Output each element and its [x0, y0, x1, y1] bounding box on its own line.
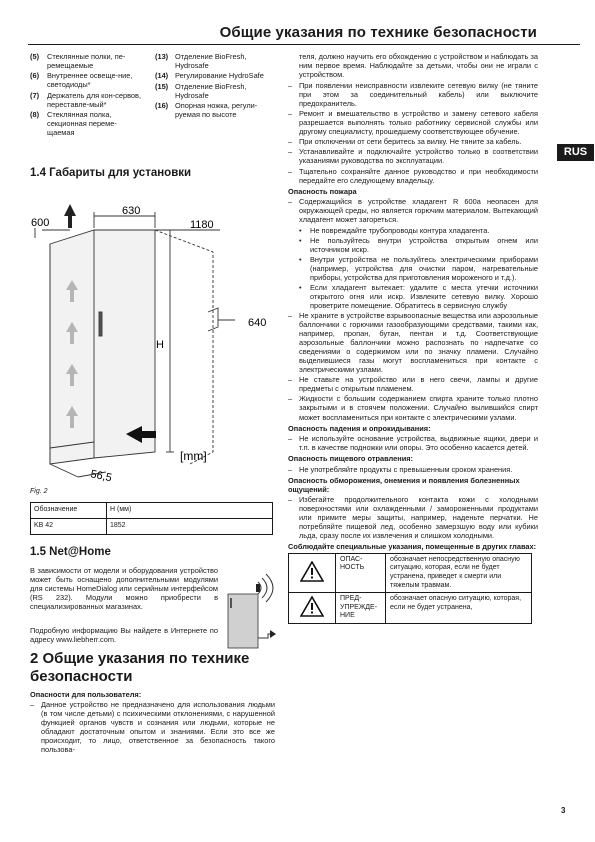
- page-number: 3: [561, 806, 566, 815]
- signal-description: обозначает опасную ситуацию, которая, если не будет устранена,: [386, 593, 532, 624]
- signal-word: ПРЕД-УПРЕЖДЕ-НИЕ: [336, 593, 386, 624]
- table-row: [31, 519, 273, 535]
- continued-text: теля, должно научить его обхождению с устройством и наблюдать за ним первое время. Наблюдайте за детьми, чтобы они не играли с устройством.: [299, 52, 538, 80]
- fire-hazard-heading: Опасность пожара: [288, 186, 357, 196]
- list-item-text: При отключении от сети беритесь за вилку. Не тяните за кабель.: [299, 137, 522, 147]
- list-item-text: Ремонт и вмешательство в устройство и замену сетевого кабеля разрешается выполнять только работнику сервисной службы или другому специалисту, прошедшему соответствующее обучение.: [299, 108, 538, 136]
- legend-num: (13): [155, 52, 169, 61]
- dim-label-600: 600: [31, 217, 50, 229]
- legend-item: [30, 91, 142, 109]
- legend-list-right: [155, 52, 273, 120]
- warning-triangle-icon: [300, 596, 324, 617]
- list-item: – Не ставьте на устройство или в него свечи, лампы и другие предметы с открытым пламенем.: [288, 375, 538, 394]
- section-title-dimensions: 1.4 Габариты для установки: [30, 167, 192, 179]
- table-header-cell: H (мм): [107, 503, 273, 519]
- legend-text: Внутреннее освеще-ние, светодиоды*: [47, 71, 133, 90]
- legend-item: [155, 52, 273, 70]
- signal-description: обозначает непосредственную опасную ситуацию, которая, если не будет устранена, приведет к смерти или тяжелым травмам.: [386, 553, 532, 592]
- list-item-text: При появлении неисправности извлеките сетевую вилку (не тяните при этом за соединительный кабель) или выключите предохранитель.: [299, 80, 538, 108]
- legend-num: (6): [30, 71, 40, 81]
- legend-text: Регулирование HydroSafe: [175, 71, 264, 81]
- list-item: – Содержащийся в устройстве хладагент R 600a неопасен для окружающей среды, но является горючим материалом. Вытекающий хладагент может загореться.: [288, 197, 538, 225]
- legend-text: Опорная ножка, регули-руемая по высоте: [175, 101, 258, 120]
- special-notes-heading: Соблюдайте специальные указания, помещенные в других главах:: [288, 542, 537, 552]
- list-item: – При отключении от сети беритесь за вилку. Не тяните за кабель.: [288, 137, 538, 146]
- legend-num: (5): [30, 52, 40, 61]
- list-item: – Не храните в устройстве взрывоопасные вещества или аэрозольные баллончики с горючими газообразующими средствами, такими как, например, пропан, бутан, пентан и т.д. Соответствующие аэрозольные баллончики можно распознать по надпечатке со сведениями о содержимом или по значку пламени. Случайно выделившиеся газы могут воспламениться при контакте с электрическими узлами.: [288, 310, 538, 374]
- list-item: – Не используйте основание устройства, выдвижные ящики, двери и т.п. в качестве подножки или опоры. Это особенно касается детей.: [288, 434, 538, 453]
- section-title-nethome: 1.5 Net@Home: [30, 546, 111, 558]
- list-item-text: Устанавливайте и подключайте устройство только в соответствии указаниями руководства по эксплуатации.: [299, 147, 538, 166]
- nethome-paragraph-link: Подробную информацию Вы найдете в Интернете по адресу www.liebherr.com.: [30, 626, 218, 645]
- list-item-text: Не используйте основание устройства, выдвижные ящики, двери и т.п. в качестве подножки или опоры. Это особенно касается детей.: [299, 434, 538, 453]
- bullet-text: Внутри устройства не пользуйтесь электрическими приборами (например, устройства для очистки паром, нагревательные приборы, устройства для приготовления мороженого и т.д.).: [310, 254, 538, 282]
- frostbite-heading: Опасность обморожения, онемения и появления болезненных ощущений:: [288, 475, 520, 494]
- list-item-text: Не храните в устройстве взрывоопасные вещества или аэрозольные баллончики с горючими газообразующими средствами, такими как, например, пропан, бутан, пентан и т.д. Соответствующие аэрозольные баллончики можно распознать по надпечатке со сведениями о содержимом или по значку пламени. Случайно выделившиеся газы могут воспламениться при контакте с электрическими узлами.: [299, 310, 538, 374]
- list-item-text: Не употребляйте продукты с превышенным сроком хранения.: [299, 464, 513, 474]
- bullet-item: • Внутри устройства не пользуйтесь электрическими приборами (например, устройства для очистки паром, нагревательные приборы, устройства для приготовления мороженого и т.д.).: [299, 254, 538, 282]
- list-item: – Жидкости с большим содержанием спирта храните только плотно закрытыми и в стоячем положении. Случайно вылившийся спирт может воспламениться при контакте с электрическими узлами.: [288, 394, 538, 422]
- bullet-text: Если хладагент вытекает: удалите с места утечки источники открытого огня или искр. Извлеките сетевую вилку. Хорошо проветрите помещение. Обратитесь в сервисную службу: [310, 282, 538, 310]
- legend-item: [155, 82, 273, 100]
- page-header-title: Общие указания по технике безопасности: [219, 24, 537, 41]
- legend-item: [30, 110, 142, 137]
- list-item-text: Избегайте продолжительного контакта кожи с холодными поверхностями или охлажденными / замороженными продуктами или примите меры защиты, например, наденьте перчатки. Не потребляйте пищевой лед, особенно замерзшую воду или кубики льда, сразу после их извлечения и слишком холодными.: [299, 495, 538, 541]
- bullet-text: Не пользуйтесь внутри устройства открытым огнем или источником искр.: [310, 235, 538, 254]
- nethome-illustration: [224, 568, 276, 652]
- bullet-item: • Не пользуйтесь внутри устройства открытым огнем или источником искр.: [299, 235, 538, 254]
- dim-label-630: 630: [122, 205, 141, 217]
- dim-label-1180: 1180: [190, 219, 214, 231]
- header-rule: [28, 44, 580, 45]
- table-header-cell: Обозначение: [31, 503, 107, 519]
- warning-icon-cell: [289, 553, 336, 592]
- user-hazards-heading: Опасности для пользователя:: [30, 690, 142, 699]
- legend-item: [155, 101, 273, 119]
- table-cell: 1852: [107, 519, 273, 535]
- legend-text: Стеклянная полка, секционная переме-щаемая: [47, 110, 117, 138]
- list-item-text: Данное устройство не предназначено для использования людьми (в том числе детьми) с психическими отклонениями, с нарушенной функцией органов чувств и сознания или людьми, которые не обладают достаточным опытом и знаниями. Если это все же происходит, то лицо, ответственное за безопасность такого пользова-: [41, 700, 275, 755]
- legend-item: [30, 52, 142, 70]
- food-poisoning-heading: Опасность пищевого отравления:: [288, 454, 414, 464]
- list-item: – Тщательно сохраняйте данное руководство и при необходимости передайте его следующему владельцу.: [288, 166, 538, 185]
- table-row: [289, 553, 532, 592]
- unit-label: [mm]: [180, 449, 207, 463]
- legend-num: (7): [30, 90, 40, 100]
- list-item: – Избегайте продолжительного контакта кожи с холодными поверхностями или охлажденными / замороженными продуктами или примите меры защиты, например, наденьте перчатки. Не потребляйте пищевой лед, особенно замерзшую воду или кубики льда, сразу после их извлечения и слишком холодными.: [288, 495, 538, 541]
- dim-label-640: 640: [248, 317, 267, 329]
- list-item: – Устанавливайте и подключайте устройство только в соответствии указаниями руководства по эксплуатации.: [288, 147, 538, 166]
- list-item: – Ремонт и вмешательство в устройство и замену сетевого кабеля разрешается выполнять только работнику сервисной службы или другому специалисту, прошедшему соответствующее обучение.: [288, 108, 538, 136]
- bullet-text: Не повреждайте трубопроводы контура хладагента.: [310, 225, 490, 235]
- legend-num: (16): [155, 101, 169, 111]
- user-hazards-list: [30, 700, 275, 755]
- legend-item: [30, 71, 142, 89]
- legend-text: Отделение BioFresh, Hydrosafe: [175, 52, 247, 71]
- list-item-text: Жидкости с большим содержанием спирта храните только плотно закрытыми и в стоячем положении. Случайно вылившийся спирт может воспламениться при контакте с электрическими узлами.: [299, 394, 538, 422]
- warning-signs-table: [288, 553, 532, 624]
- table-row: [289, 593, 532, 624]
- legend-num: (15): [155, 81, 169, 91]
- bullet-item: • Если хладагент вытекает: удалите с места утечки источники открытого огня или искр. Извлеките сетевую вилку. Хорошо проветрите помещение. Обратитесь в сервисную службу: [299, 282, 538, 310]
- list-item-text: Не ставьте на устройство или в него свечи, лампы и другие предметы с открытым пламенем.: [299, 375, 538, 394]
- legend-item: [155, 71, 273, 80]
- warning-triangle-icon: [300, 561, 324, 582]
- legend-num: (14): [155, 71, 169, 81]
- dim-label-56-5: 56,5: [89, 468, 113, 482]
- section-title-safety: 2 Общие указания по технике безопасности: [30, 650, 250, 685]
- list-item: – Данное устройство не предназначено для использования людьми (в том числе детьми) с психическими отклонениями, с нарушенной функцией органов чувств и сознания или людьми, которые не обладают достаточным опытом и знаниями. Если это все же происходит, то лицо, ответственное за безопасность такого пользова-: [30, 700, 275, 755]
- legend-text: Стеклянные полки, пе-ремещаемые: [47, 52, 126, 71]
- list-item: – При появлении неисправности извлеките сетевую вилку (не тяните при этом за соединительный кабель) или выключите предохранитель.: [288, 80, 538, 108]
- installation-dimensions-figure: [30, 202, 270, 482]
- figure-caption: Fig. 2: [30, 488, 48, 495]
- table-cell: KB 42: [31, 519, 107, 535]
- list-item-text: Тщательно сохраняйте данное руководство и при необходимости передайте его следующему владельцу.: [299, 166, 538, 185]
- language-tab: RUS: [557, 144, 594, 161]
- table-header-row: [31, 503, 273, 519]
- nethome-paragraph: В зависимости от модели и оборудования устройство может быть оснащено дополнительными модулями для системы HomeDialog или серийным интерфейсом (RS 232). Модули можно приобрести в специализированных магазинах.: [30, 566, 218, 612]
- list-item-text: Содержащийся в устройстве хладагент R 600a неопасен для окружающей среды, но является горючим материалом. Вытекающий хладагент может загореться.: [299, 197, 538, 225]
- dim-label-h: H: [156, 339, 164, 351]
- legend-num: (8): [30, 110, 40, 120]
- signal-word: ОПАС-НОСТЬ: [336, 553, 386, 592]
- fall-hazard-heading: Опасность падения и опрокидывания:: [288, 423, 431, 433]
- dimension-drawing: [30, 202, 270, 482]
- legend-text: Отделение BioFresh, Hydrosafe: [175, 81, 247, 100]
- warning-icon-cell: [289, 593, 336, 624]
- safety-column-right: [288, 52, 538, 624]
- legend-list-left: [30, 52, 142, 138]
- list-item: – Не употребляйте продукты с превышенным сроком хранения.: [288, 465, 538, 474]
- bullet-item: • Не повреждайте трубопроводы контура хладагента.: [288, 226, 538, 235]
- dimensions-table: [30, 502, 273, 535]
- legend-text: Держатель для кон-сервов, переставле-мый*: [47, 90, 141, 109]
